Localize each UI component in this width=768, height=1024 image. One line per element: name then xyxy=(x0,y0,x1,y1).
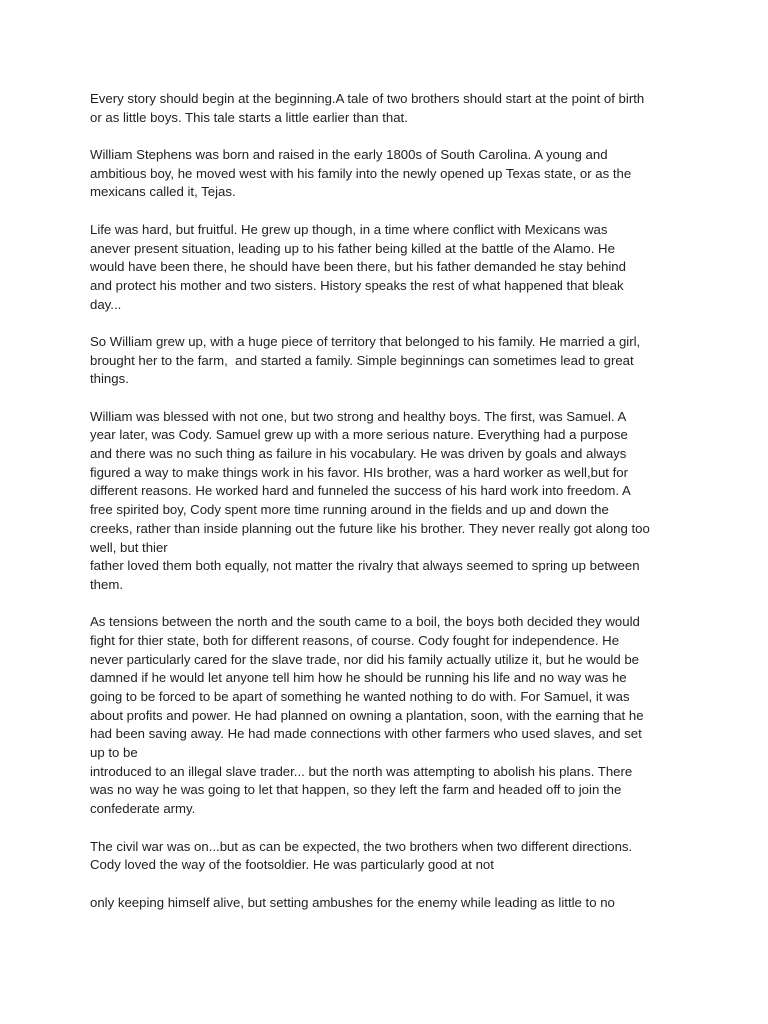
text-line: up to be xyxy=(90,745,138,761)
text-line: ambitious boy, he moved west with his family into the newly opened up Texas state, or as the xyxy=(90,165,632,181)
text-line: things. xyxy=(90,371,129,387)
text-line: William Stephens was born and raised in the early 1800s of South Carolina. A young and xyxy=(90,147,608,163)
paragraph-gap xyxy=(90,314,690,333)
text-line: them. xyxy=(90,576,123,592)
text-line: never particularly cared for the slave trade, nor did his family actually utilize it, but he would be xyxy=(90,651,640,667)
paragraph-gap xyxy=(90,202,690,221)
text-line: different reasons. He worked hard and funneled the success of his hard work into freedom. A xyxy=(90,483,631,499)
text-line: confederate army. xyxy=(90,801,196,817)
text-line: The civil war was on...but as can be expected, the two brothers when two different directions. xyxy=(90,838,633,854)
text-line: would have been there, he should have been there, but his father demanded he stay behind xyxy=(90,259,626,275)
paragraph xyxy=(90,613,690,819)
paragraph-gap xyxy=(90,127,690,146)
text-line: year later, was Cody. Samuel grew up with a more serious nature. Everything had a purpose xyxy=(90,427,628,443)
text-line: creeks, rather than inside planning out the future like his brother. They never really got along too xyxy=(90,520,650,536)
text-line: father loved them both equally, not matter the rivalry that always seemed to spring up between xyxy=(90,558,640,574)
paragraph-gap xyxy=(90,819,690,838)
text-line: anever present situation, leading up to his father being killed at the battle of the Alamo. He xyxy=(90,240,615,256)
text-line: was no way he was going to let that happen, so they left the farm and headed off to join the xyxy=(90,782,622,798)
text-line: and protect his mother and two sisters. History speaks the rest of what happened that bleak xyxy=(90,277,624,293)
text-line: going to be forced to be apart of something he wanted nothing to do with. For Samuel, it was xyxy=(90,689,630,704)
document-page xyxy=(90,90,690,912)
text-line: and there was no such thing as failure in his vocabulary. He was driven by goals and always xyxy=(90,446,627,462)
text-line: Cody loved the way of the footsoldier. He was particularly good at not xyxy=(90,857,494,873)
paragraph xyxy=(90,333,690,389)
paragraph xyxy=(90,146,690,202)
text-line: well, but thier xyxy=(90,539,168,555)
text-line: day... xyxy=(90,296,122,312)
paragraph-gap xyxy=(90,595,690,614)
text-line: So William grew up, with a huge piece of territory that belonged to his family. He married a girl, xyxy=(90,333,641,349)
text-line: Every story should begin at the beginning.A tale of two brothers should start at the point of birth xyxy=(90,91,645,106)
text-line: about profits and power. He had planned on owning a plantation, soon, with the earning that he xyxy=(90,707,644,723)
text-line: introduced to an illegal slave trader... but the north was attempting to abolish his plans. There xyxy=(90,763,633,779)
text-line: brought her to the farm, and started a family. Simple beginnings can sometimes lead to great xyxy=(90,352,634,368)
paragraph xyxy=(90,408,690,595)
text-line: fight for thier state, both for different reasons, of course. Cody fought for independence. He xyxy=(90,632,620,648)
text-line: only keeping himself alive, but setting ambushes for the enemy while leading as little to no xyxy=(90,894,615,910)
text-line: mexicans called it, Tejas. xyxy=(90,184,236,200)
paragraph xyxy=(90,894,690,913)
paragraph xyxy=(90,838,690,875)
paragraph xyxy=(90,221,690,314)
text-line: figured a way to make things work in his favor. HIs brother, was a hard worker as well,but for xyxy=(90,464,628,480)
text-line: had been saving away. He had made connections with other farmers who used slaves, and set xyxy=(90,726,642,742)
text-line: As tensions between the north and the south came to a boil, the boys both decided they would xyxy=(90,614,640,630)
text-line: free spirited boy, Cody spent more time running around in the fields and up and down the xyxy=(90,502,609,518)
paragraph-gap xyxy=(90,875,690,894)
paragraph xyxy=(90,90,690,127)
paragraph-gap xyxy=(90,389,690,408)
text-line: damned if he would let anyone tell him how he should be running his life and no way was he xyxy=(90,670,627,686)
text-line: Life was hard, but fruitful. He grew up though, in a time where conflict with Mexicans was xyxy=(90,221,608,237)
text-line: William was blessed with not one, but two strong and healthy boys. The first, was Samuel. A xyxy=(90,408,627,424)
text-line: or as little boys. This tale starts a little earlier than that. xyxy=(90,109,408,125)
